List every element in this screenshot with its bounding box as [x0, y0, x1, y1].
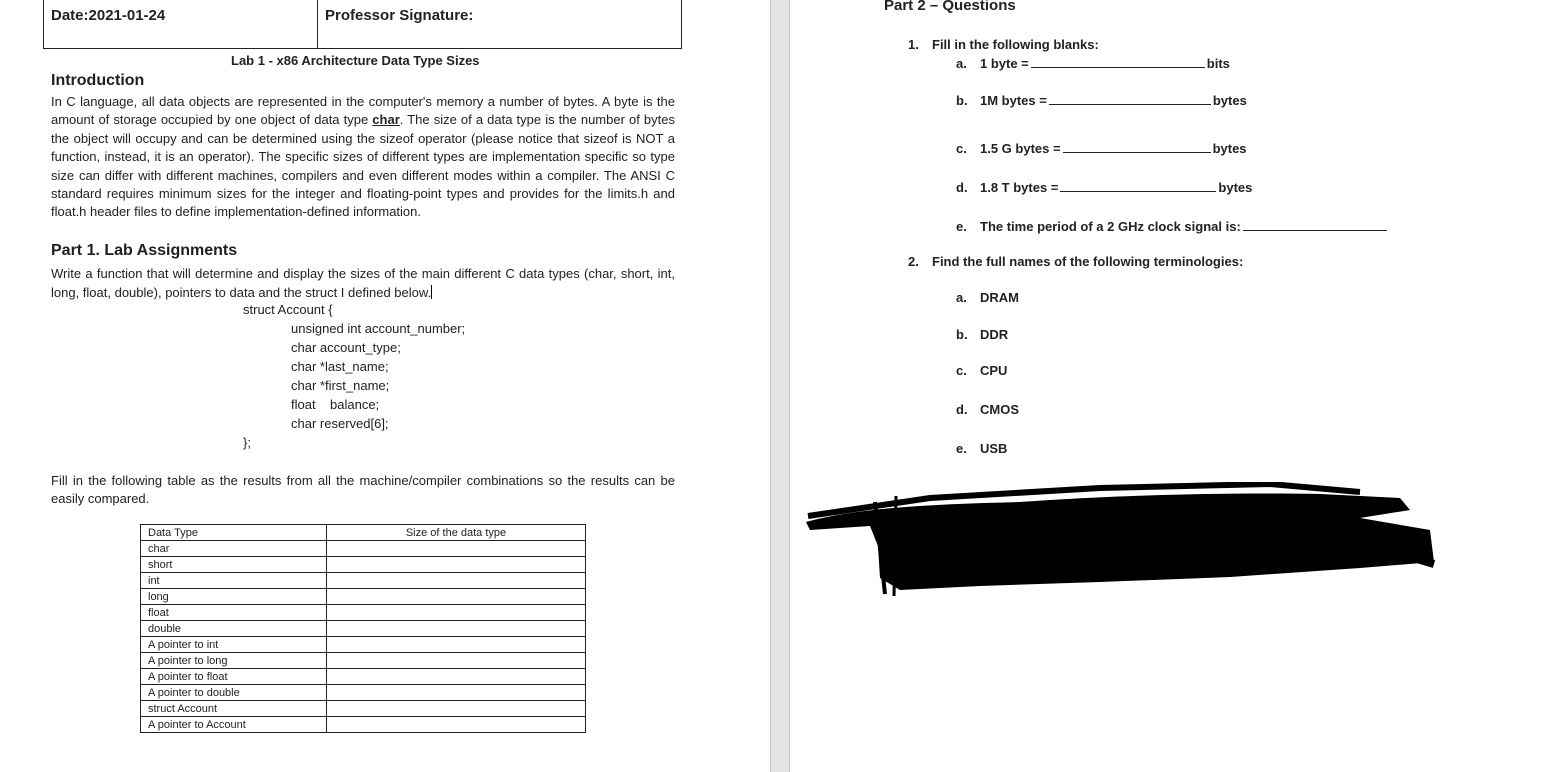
- size-cell[interactable]: [327, 621, 586, 637]
- part2-heading[interactable]: Part 2 – Questions: [884, 0, 1016, 14]
- data-type-cell[interactable]: double: [141, 621, 327, 637]
- column-header-size[interactable]: Size of the data type: [327, 525, 586, 541]
- q2-item-e[interactable]: [956, 441, 1007, 456]
- item-unit: bytes: [1218, 180, 1253, 195]
- char-keyword: char: [372, 112, 400, 128]
- data-type-cell[interactable]: short: [141, 557, 327, 573]
- date-cell[interactable]: Date:2021-01-24: [44, 0, 318, 48]
- question-1[interactable]: [908, 37, 1099, 52]
- item-text: The time period of a 2 GHz clock signal is:: [980, 219, 1241, 234]
- struct-close[interactable]: };: [243, 435, 251, 450]
- item-text: 1.5 G bytes =: [980, 141, 1061, 156]
- struct-member[interactable]: unsigned int account_number;: [291, 321, 466, 336]
- data-type-cell[interactable]: A pointer to float: [141, 669, 327, 685]
- table-row: [141, 573, 586, 589]
- page-gutter: [770, 0, 790, 772]
- item-text: 1M bytes =: [980, 93, 1047, 108]
- question-text: Find the full names of the following terminologies:: [932, 254, 1244, 269]
- question-number: 2.: [908, 254, 919, 269]
- size-cell[interactable]: [327, 637, 586, 653]
- table-row: [141, 637, 586, 653]
- size-cell[interactable]: [327, 573, 586, 589]
- professor-signature-cell[interactable]: Professor Signature:: [325, 7, 474, 24]
- answer-blank[interactable]: [1063, 140, 1211, 153]
- table-row: [141, 541, 586, 557]
- size-cell[interactable]: [327, 669, 586, 685]
- item-text: DRAM: [980, 290, 1019, 305]
- right-page: [790, 0, 1552, 772]
- struct-member[interactable]: char *first_name;: [291, 378, 390, 393]
- q1-item-a[interactable]: [956, 55, 1230, 71]
- struct-open[interactable]: struct Account {: [243, 302, 333, 317]
- item-unit: bits: [1206, 56, 1230, 71]
- table-row: [141, 605, 586, 621]
- data-type-cell[interactable]: struct Account: [141, 701, 327, 717]
- data-type-cell[interactable]: A pointer to double: [141, 685, 327, 701]
- question-text: Fill in the following blanks:: [932, 37, 1099, 52]
- data-type-cell[interactable]: A pointer to int: [141, 637, 327, 653]
- size-cell[interactable]: [327, 685, 586, 701]
- table-row: [141, 701, 586, 717]
- part1-heading[interactable]: Part 1. Lab Assignments: [51, 242, 238, 259]
- data-type-cell[interactable]: long: [141, 589, 327, 605]
- q1-item-e[interactable]: [956, 218, 1389, 234]
- table-row: [141, 621, 586, 637]
- item-letter: e.: [956, 219, 967, 234]
- item-unit: bytes: [1212, 93, 1247, 108]
- table-row: [141, 589, 586, 605]
- introduction-heading[interactable]: Introduction: [51, 72, 145, 89]
- text-cursor: [431, 285, 432, 299]
- size-cell[interactable]: [327, 589, 586, 605]
- size-cell[interactable]: [327, 653, 586, 669]
- fill-instructions[interactable]: Fill in the following table as the results from all the machine/compiler combinations so the results can be easily compared.: [51, 473, 675, 507]
- size-cell[interactable]: [327, 605, 586, 621]
- answer-blank[interactable]: [1049, 92, 1211, 105]
- q2-item-d[interactable]: [956, 402, 1019, 417]
- item-letter: e.: [956, 441, 967, 456]
- data-type-cell[interactable]: float: [141, 605, 327, 621]
- table-row: [141, 669, 586, 685]
- q2-item-a[interactable]: [956, 290, 1019, 305]
- q1-item-d[interactable]: [956, 179, 1252, 195]
- table-header-row: [141, 525, 586, 541]
- intro-text-2: . The size of a data type is the number of bytes the object will occupy and can be determined using the sizeof operator (please notice that sizeof is NOT a function, instead, it is an operator). The specific sizes of different types are implementation specific so type size can differ with different machines, compilers and even different modes within a compiler. The ANSI C standard requires minimum sizes for the integer and floating-point types and provides for the limits.h and float.h header files to define implementation-defined information.: [51, 112, 676, 220]
- size-cell[interactable]: [327, 701, 586, 717]
- size-cell[interactable]: [327, 541, 586, 557]
- item-text: DDR: [980, 327, 1009, 342]
- header-table: [43, 0, 682, 49]
- table-row: [141, 717, 586, 733]
- answer-blank[interactable]: [1243, 218, 1387, 231]
- column-header-data-type[interactable]: Data Type: [141, 525, 327, 541]
- table-row: [141, 653, 586, 669]
- data-type-size-table: [140, 524, 586, 733]
- struct-member[interactable]: char account_type;: [291, 340, 401, 355]
- q2-item-c[interactable]: [956, 363, 1007, 378]
- data-type-cell[interactable]: A pointer to long: [141, 653, 327, 669]
- introduction-paragraph[interactable]: [51, 93, 675, 222]
- data-type-cell[interactable]: int: [141, 573, 327, 589]
- struct-member[interactable]: char *last_name;: [291, 359, 389, 374]
- item-text: 1.8 T bytes =: [980, 180, 1059, 195]
- item-text: CMOS: [980, 402, 1019, 417]
- part1-text: Write a function that will determine and display the sizes of the main different C data types (char, short, int, long, float, double), pointers to data and the struct I defined below.: [51, 266, 675, 300]
- q2-item-b[interactable]: [956, 327, 1008, 342]
- question-number: 1.: [908, 37, 919, 52]
- item-letter: a.: [956, 290, 967, 305]
- item-letter: d.: [956, 402, 968, 417]
- part1-paragraph[interactable]: [51, 264, 675, 302]
- data-type-cell[interactable]: char: [141, 541, 327, 557]
- struct-member[interactable]: float balance;: [291, 397, 380, 412]
- item-text: CPU: [980, 363, 1008, 378]
- answer-blank[interactable]: [1060, 179, 1216, 192]
- item-letter: d.: [956, 180, 968, 195]
- size-cell[interactable]: [327, 557, 586, 573]
- item-text: USB: [980, 441, 1008, 456]
- q1-item-c[interactable]: [956, 140, 1247, 156]
- item-text: 1 byte =: [980, 56, 1029, 71]
- question-2[interactable]: [908, 254, 1243, 269]
- table-row: [141, 685, 586, 701]
- intro-text-1: In C language, all data objects are represented in the computer's memory a number of bytes. A byte is the amount of storage occupied by one object of data type: [51, 94, 675, 128]
- redaction-scribble: [800, 482, 1440, 597]
- table-row: [141, 557, 586, 573]
- q1-item-b[interactable]: [956, 92, 1247, 108]
- item-letter: b.: [956, 93, 968, 108]
- answer-blank[interactable]: [1031, 55, 1205, 68]
- item-unit: bytes: [1212, 141, 1247, 156]
- data-type-cell[interactable]: A pointer to Account: [141, 717, 327, 733]
- struct-member[interactable]: char reserved[6];: [291, 416, 389, 431]
- item-letter: a.: [956, 56, 967, 71]
- item-letter: b.: [956, 327, 968, 342]
- lab-title[interactable]: Lab 1 - x86 Architecture Data Type Sizes: [231, 53, 480, 68]
- item-letter: c.: [956, 141, 967, 156]
- size-cell[interactable]: [327, 717, 586, 733]
- item-letter: c.: [956, 363, 967, 378]
